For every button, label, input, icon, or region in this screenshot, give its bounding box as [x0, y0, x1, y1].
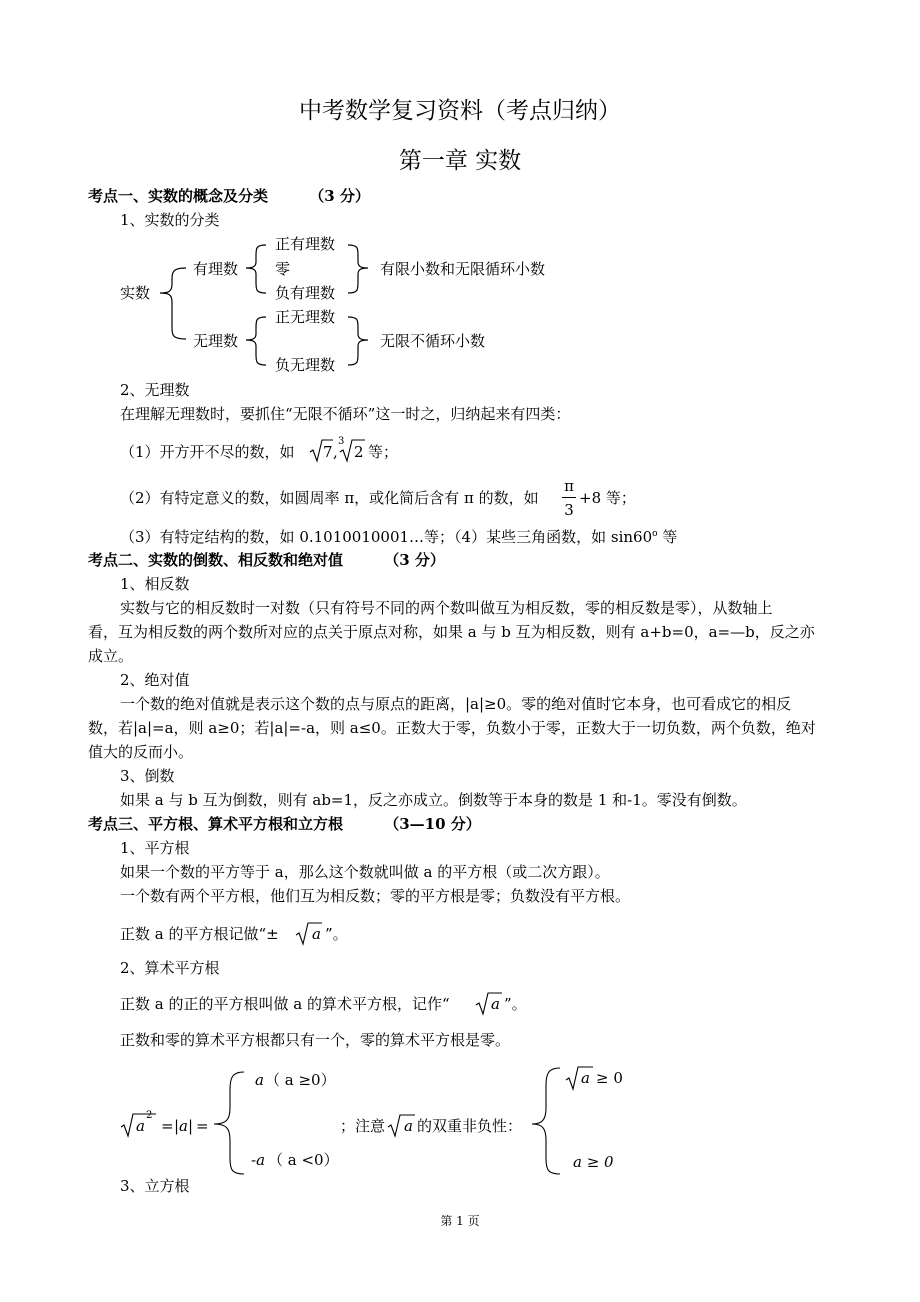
tree-zero: 零 — [275, 260, 291, 278]
tree-rational: 有理数 — [193, 260, 239, 278]
kp2-s1-line1: 实数与它的相反数时一对数（只有符号不同的两个数叫做互为相反数，零的相反数是零），从数轴上 — [120, 599, 773, 617]
formula-eq1: = — [161, 1117, 174, 1135]
tree-neg-irrational: 负无理数 — [275, 356, 336, 374]
item1-comma: , — [333, 443, 338, 461]
formula-note-sqrt-sign — [388, 1115, 415, 1136]
formula-abs: |a| — [174, 1117, 194, 1135]
kp2-s2-title: 2、绝对值 — [120, 671, 190, 689]
kp1-heading-text: 考点一、实数的概念及分类 — [88, 187, 269, 205]
item2-fraction-den: 3 — [564, 501, 574, 519]
kp3-s1-line3-var: a — [312, 925, 321, 943]
kp3-s3-title: 3、立方根 — [120, 1177, 190, 1195]
tree-rational-note: 有限小数和无限循环小数 — [380, 260, 546, 278]
nonneg-sqrt-sign — [566, 1067, 593, 1089]
nonneg-brace — [532, 1068, 560, 1174]
item1-prefix: （1）开方开不尽的数，如 — [120, 443, 295, 461]
kp3-heading-text: 考点三、平方根、算术平方根和立方根 — [88, 815, 344, 833]
formula-lhs-exp: 2 — [146, 1110, 153, 1121]
kp2-s1-line2: 看，互为相反数的两个数所对应的点关于原点对称，如果 a 与 b 互为相反数，则有 a+b=0，a=—b，反之亦 — [88, 623, 815, 641]
formula-case1-cond: （ a ≥0） — [265, 1071, 336, 1089]
formula-note-suffix: 的双重非负性： — [417, 1117, 523, 1135]
formula-case1-val: a — [255, 1071, 264, 1089]
item3-end: 等 — [657, 528, 678, 546]
item3-text: （3）有特定结构的数，如 0.1010010001…等；（4）某些三角函数，如 sin60 — [120, 528, 653, 546]
document-title: 中考数学复习资料（考点归纳） — [299, 98, 621, 124]
formula-lhs-var: a — [136, 1117, 145, 1135]
kp2-score: （3 分） — [384, 551, 445, 569]
kp3-s1-sqrt-sign — [296, 923, 322, 944]
tree-pos-rational: 正有理数 — [275, 235, 336, 253]
kp3-s2-line1-prefix: 正数 a 的正的平方根叫做 a 的算术平方根，记作“ — [120, 995, 450, 1013]
kp3-s2-line1-var: a — [491, 995, 500, 1013]
item1-suffix: 等； — [368, 443, 399, 461]
kp3-s1-line1: 如果一个数的平方等于 a，那么这个数就叫做 a 的平方根（或二次方跟）。 — [120, 863, 610, 881]
formula-note-prefix: ；注意 — [340, 1117, 386, 1135]
kp2-s2-line2: 数，若|a|=a，则 a≥0；若|a|=-a，则 a≤0。正数大于零，负数小于零，正数大于一切负数，两个负数，绝对 — [88, 719, 816, 737]
kp2-s3-line1: 如果 a 与 b 互为倒数，则有 ab=1，反之亦成立。倒数等于本身的数是 1 和-1。零没有倒数。 — [120, 791, 747, 809]
kp3-s2-sqrt-sign — [476, 993, 502, 1014]
formula-case2-cond: （ a <0） — [268, 1151, 339, 1169]
nonneg-1-rel: ≥ 0 — [596, 1069, 623, 1087]
kp3-s1-line3-suffix: ”。 — [325, 925, 348, 943]
kp1-s1-title: 1、实数的分类 — [120, 211, 220, 229]
nonneg-2: a ≥ 0 — [573, 1153, 614, 1171]
kp2-s1-title: 1、相反数 — [120, 575, 190, 593]
kp2-s3-title: 3、倒数 — [120, 767, 175, 785]
cases-brace — [214, 1072, 244, 1174]
kp1-s2-intro: 在理解无理数时，要抓住“无限不循环”这一时之，归纳起来有四类： — [120, 405, 571, 423]
kp3-s2-title: 2、算术平方根 — [120, 959, 220, 977]
item3-sup: o — [652, 529, 658, 539]
kp3-s1-line2: 一个数有两个平方根，他们互为相反数；零的平方根是零；负数没有平方根。 — [120, 887, 631, 905]
kp2-s2-line3: 值大的反而小。 — [88, 743, 194, 761]
chapter-title: 第一章 实数 — [398, 148, 522, 174]
item1-radicand-2: 2 — [354, 443, 364, 461]
kp1-item2-prefix: （2）有特定意义的数，如圆周率 π，或化简后含有 π 的数，如 — [120, 489, 539, 507]
kp2-s2-line1: 一个数的绝对值就是表示这个数的点与原点的距离，|a|≥0。零的绝对值时它本身，也可看成它的相反 — [120, 695, 792, 713]
tree-root: 实数 — [120, 284, 151, 302]
kp3-s1-line3-prefix: 正数 a 的平方根记做“± — [120, 925, 279, 943]
kp3-score: （3—10 分） — [384, 815, 481, 833]
item2-fraction-num: π — [564, 477, 574, 495]
kp2-s1-line3: 成立。 — [88, 647, 134, 665]
tree-neg-rational: 负有理数 — [275, 284, 336, 302]
formula-lhs-sqrt-sign — [121, 1114, 156, 1136]
nonneg-1-var: a — [581, 1069, 590, 1087]
kp1-s2-title: 2、无理数 — [120, 381, 190, 399]
page-number: 第 1 页 — [440, 1214, 480, 1228]
formula-eq2: = — [196, 1117, 209, 1135]
item1-radicand-1: 7 — [323, 443, 333, 461]
item1-index: 3 — [338, 436, 345, 447]
kp2-heading-text: 考点二、实数的倒数、相反数和绝对值 — [88, 551, 344, 569]
tree-irrational: 无理数 — [193, 332, 239, 350]
kp3-s2-line2: 正数和零的算术平方根都只有一个，零的算术平方根是零。 — [120, 1031, 511, 1049]
kp1-score: （3 分） — [309, 187, 370, 205]
kp3-s1-title: 1、平方根 — [120, 839, 190, 857]
kp3-s2-line1-suffix: ”。 — [504, 995, 527, 1013]
formula-case2-val: -a — [251, 1151, 266, 1169]
formula-note-var: a — [404, 1117, 413, 1135]
tree-irrational-note: 无限不循环小数 — [380, 332, 486, 350]
tree-pos-irrational: 正无理数 — [275, 308, 336, 326]
item2-suffix: +8 等； — [579, 489, 636, 507]
